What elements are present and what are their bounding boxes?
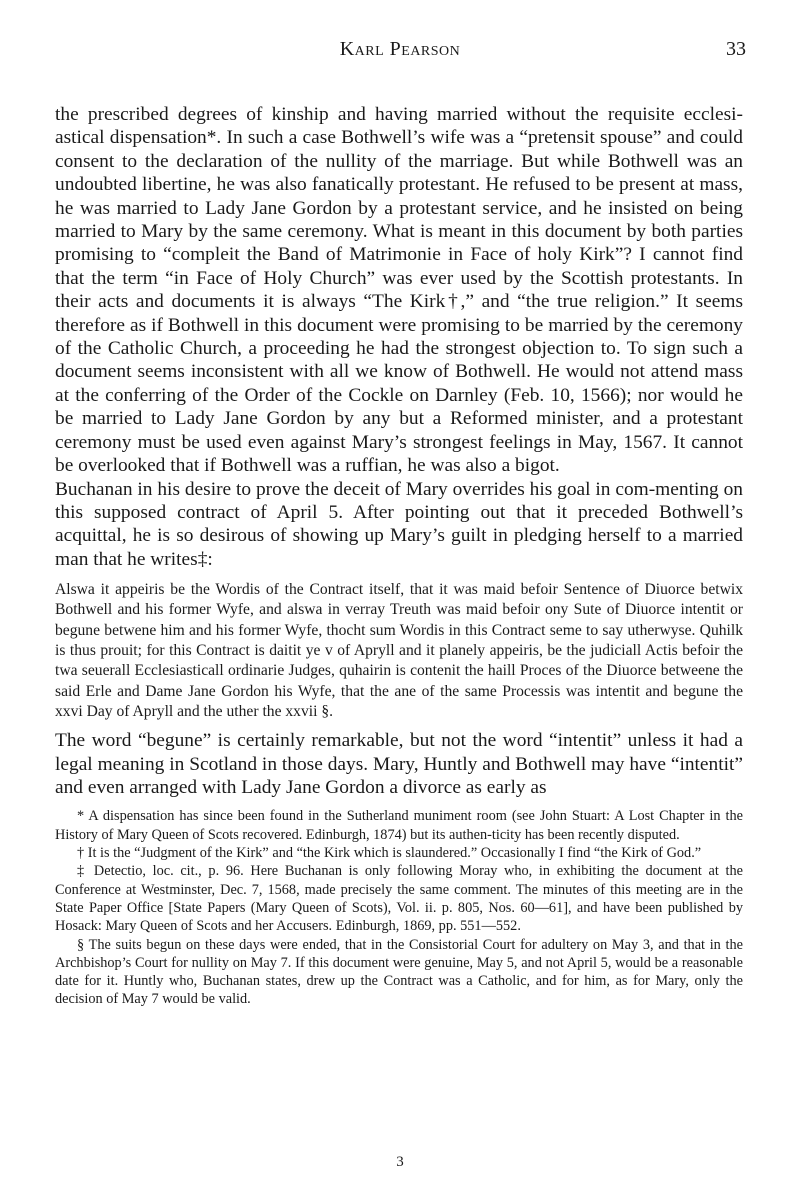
running-head: Karl Pearson bbox=[339, 38, 461, 60]
block-quote: Alswa it appeiris be the Wordis of the Contract itself, that it was maid befoir Sentence of Diuorce betwix Bothwell and his former Wyfe, and alswa in verray Treuth was maid befoir ony Sute of Diuorce intentit or begune betwene him and his former Wyfe, thocht sum Wordis in this Contract seme to say utherwyse. Quhilk is thus prouit; for this Contract is daitit ye v of Apryll and it planely appeiris, be the judiciall Actis befoir the twa seuerall Ecclesiasticall ordinarie Judges, quhairin is contenit the haill Proces of the Diuorce betweene the said Erle and Dame Jane Gordon his Wyfe, that the ane of the same Processis was intentit and begune the xxvi Day of Apryll and the uther the xxvii §. bbox=[55, 581, 743, 720]
paragraph-1: the prescribed degrees of kinship and having married without the requisite ecclesi-astical dispensation*. In such a case Bothwell’s wife was a “pretensit spouse” and could consent to the declaration of the nullity of the marriage. But while Bothwell was an undoubted libertine, he was also fanatically protestant. He refused to be present at mass, he was married to Lady Jane Gordon by a protestant service, and he insisted on being married to Mary by the same ceremony. What is meant in this document by both parties promising to “compleit the Band of Matrimonie in Face of holy Kirk”? I cannot find that the term “in Face of Holy Church” was ever used by the Scottish protestants. In their acts and documents it is always “The Kirk†,” and “the true religion.” It seems therefore as if Bothwell in this document were promising to be married by the ceremony of the Catholic Church, a proceeding he had the strongest objection to. To sign such a document seems inconsistent with all we know of Bothwell. He would not attend mass at the conferring of the Order of the Cockle on Darnley (Feb. 10, 1566); nor would he be married to Lady Jane Gordon by any but a Reformed minister, and a protestant ceremony must be used even against Mary’s strongest feelings in May, 1567. It cannot be overlooked that if Bothwell was a ruffian, he was also a bigot. bbox=[55, 104, 743, 477]
footnotes bbox=[55, 807, 743, 1008]
footnote-1: * A dispensation has since been found in the Sutherland muniment room (see John Stuart: A Lost Chapter in the History of Mary Queen of Scots recovered. Edinburgh, 1874) but its authen-ticity has been recently disputed. bbox=[55, 808, 743, 843]
signature-mark: 3 bbox=[396, 1154, 404, 1170]
paragraph-2: Buchanan in his desire to prove the deceit of Mary overrides his goal in com-menting on this supposed contract of April 5. After pointing out that it preceded Bothwell’s acquittal, he is so desirous of showing up Mary’s guilt in pledging herself to a married man that he writes‡: bbox=[55, 478, 743, 570]
page-number: 33 bbox=[726, 38, 746, 60]
footnote-4: § The suits begun on these days were ended, that in the Consistorial Court for adultery on May 3, and that in the Archbishop’s Court for nullity on May 7. If this document were genuine, May 5, and not April 5, would be a reasonable date for it. Huntly who, Buchanan states, drew up the Contract was a Catholic, and for him, as for Mary, only the decision of May 7 would be valid. bbox=[55, 936, 743, 1008]
page-header bbox=[0, 38, 800, 68]
paragraph-3: The word “begune” is certainly remarkable, but not the word “intentit” unless it had a legal meaning in Scotland in those days. Mary, Huntly and Bothwell may have “intentit” and even arranged with Lady Jane Gordon a divorce as early as bbox=[55, 730, 743, 799]
footnote-2: † It is the “Judgment of the Kirk” and “the Kirk which is slaundered.” Occasionally I find “the Kirk of God.” bbox=[77, 845, 702, 862]
body-text bbox=[55, 103, 743, 1009]
footnote-3: ‡ Detectio, loc. cit., p. 96. Here Buchanan is only following Moray who, in exhibiting the document at the Conference at Westminster, Dec. 7, 1568, made precisely the same comment. The minutes of this meeting are in the State Paper Office [State Papers (Mary Queen of Scots), Vol. ii. p. 805, Nos. 60—61], and have been published by Hosack: Mary Queen of Scots and her Accusers. Edinburgh, 1869, pp. 551—552. bbox=[55, 863, 743, 935]
